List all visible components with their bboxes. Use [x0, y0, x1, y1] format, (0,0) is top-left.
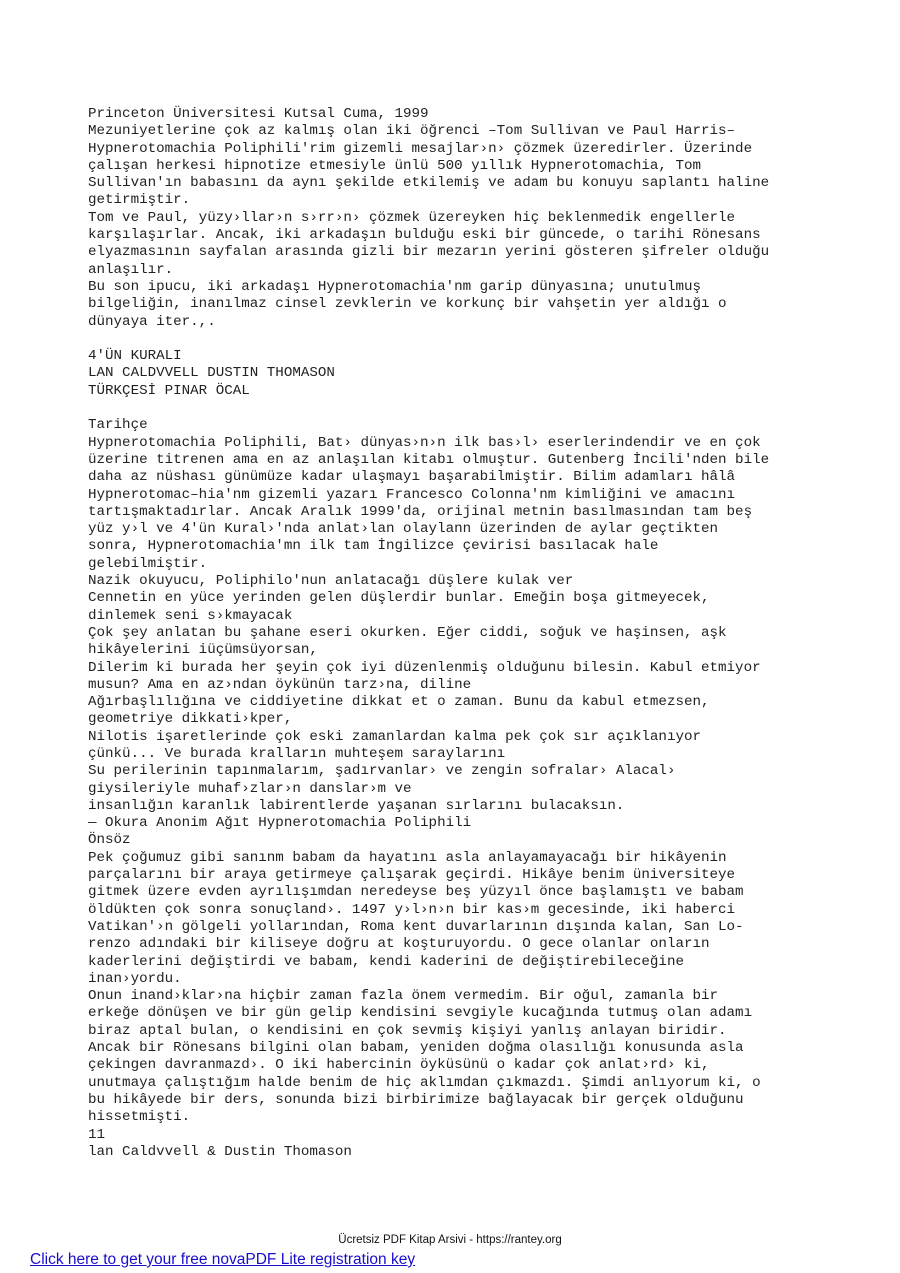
text-line: sonra, Hypnerotomachia'mn ilk tam İngilizce çevirisi basılacak hale: [88, 538, 659, 555]
text-line: 11: [88, 1126, 106, 1143]
text-line: Ancak bir Rönesans bilgini olan babam, yeniden doğma olasılığı konusunda asla: [88, 1040, 744, 1057]
text-line: Tarihçe: [88, 417, 148, 434]
text-line: çekingen davranmazd›. O iki habercinin öyküsünü o kadar çok anlat›rd› ki,: [88, 1057, 710, 1074]
blank-line: [88, 400, 828, 417]
text-line: Tom ve Paul, yüzy›llar›n s›rr›n› çözmek üzereyken hiç beklenmedik engellerle: [88, 209, 736, 226]
text-line: Hypnerotomachia Poliphili, Bat› dünyas›n›n ilk bas›l› eserlerindendir ve en çok: [88, 434, 761, 451]
text-line: getirmiştir.: [88, 192, 191, 209]
text-line: 4'ÜN KURALI: [88, 348, 182, 365]
text-line: öldükten çok sonra sonuçland›. 1497 y›l›n›n bir kas›m gecesinde, iki haberci: [88, 901, 736, 918]
text-line: LAN CALDVVELL DUSTIN THOMASON: [88, 365, 335, 382]
text-line: Nazik okuyucu, Poliphilo'nun anlatacağı düşlere kulak ver: [88, 573, 574, 590]
text-line: hissetmişti.: [88, 1109, 191, 1126]
text-line: inan›yordu.: [88, 970, 182, 987]
text-line: tartışmaktadırlar. Ancak Aralık 1999'da, orijinal metnin basılmasından tam beş: [88, 503, 753, 520]
text-line: lan Caldvvell & Dustin Thomason: [88, 1143, 352, 1160]
blank-line: [88, 331, 828, 348]
text-line: hikâyelerini iüçümsüyorsan,: [88, 642, 318, 659]
text-line: Önsöz: [88, 832, 131, 849]
text-line: unutmaya çalıştığım halde benim de hiç aklımdan çıkmazdı. Şimdi anlıyorum ki, o: [88, 1074, 761, 1091]
text-line: Hypnerotomachia Poliphili'rim gizemli mesajlar›n› çözmek üzeredirler. Üzerinde: [88, 140, 753, 157]
text-line: Ağırbaşlılığına ve ciddiyetine dikkat et o zaman. Bunu da kabul etmezsen,: [88, 694, 710, 711]
text-line: bilgeliğin, inanılmaz cinsel zevklerin ve korkunç bir vahşetin yer aldığı o: [88, 296, 727, 313]
text-line: daha az nüshası günümüze kadar ulaşmayı başarabilmiştir. Bilim adamları hâlâ: [88, 469, 736, 486]
text-line: kaderlerini değiştirdi ve babam, kendi kaderini de değiştirebileceğine: [88, 953, 684, 970]
text-line: parçalarını bir araya getirmeye çalışarak geçirdi. Hikâye benim üniversiteye: [88, 867, 736, 884]
text-line: bu hikâyede bir ders, sonunda bizi birbirimize bağlayacak bir gerçek olduğunu: [88, 1091, 744, 1108]
text-line: Nilotis işaretlerinde çok eski zamanlardan kalma pek çok sır açıklanıyor: [88, 728, 701, 745]
text-line: TÜRKÇESİ PINAR ÖCAL: [88, 382, 250, 399]
text-line: gitmek üzere evden ayrılışımdan neredeyse beş yüzyıl önce başlamıştı ve babam: [88, 884, 744, 901]
text-line: Princeton Üniversitesi Kutsal Cuma, 1999: [88, 106, 429, 122]
text-line: Bu son ipucu, iki arkadaşı Hypnerotomachia'nm garip dünyasına; unutulmuş: [88, 278, 701, 295]
text-line: Çok şey anlatan bu şahane eseri okurken. Eğer ciddi, soğuk ve haşinsen, aşk: [88, 624, 727, 641]
text-line: — Okura Anonim Ağıt Hypnerotomachia Poliphili: [88, 815, 472, 832]
text-line: Onun inand›klar›na hiçbir zaman fazla önem vermedim. Bir oğul, zamanla bir: [88, 988, 719, 1005]
text-line: yüz y›l ve 4'ün Kural›'nda anlat›lan olaylann üzerinden de aylar geçtikten: [88, 521, 719, 538]
text-line: Cennetin en yüce yerinden gelen düşlerdir bunlar. Emeğin boşa gitmeyecek,: [88, 590, 710, 607]
text-line: çünkü... Ve burada kralların muhteşem saraylarını: [88, 745, 506, 762]
text-line: dinlemek seni s›kmayacak: [88, 607, 293, 624]
text-line: Su perilerinin tapınmalarım, şadırvanlar› ve zengin sofralar› Alacal›: [88, 763, 676, 780]
text-line: karşılaşırlar. Ancak, iki arkadaşın bulduğu eski bir güncede, o tarihi Rönesans: [88, 227, 761, 244]
text-line: biraz aptal bulan, o kendisini en çok sevmiş kişiyi yanlış anlayan biridir.: [88, 1022, 727, 1039]
text-line: erkeğe dönüşen ve bir gün gelip kendisini sevgiyle kucağında tutmuş olan adamı: [88, 1005, 753, 1022]
page-body-text: [88, 106, 828, 1161]
text-line: Pek çoğumuz gibi sanınm babam da hayatını asla anlayamayacağı bir hikâyenin: [88, 849, 727, 866]
text-line: anlaşılır.: [88, 261, 174, 278]
text-line: Mezuniyetlerine çok az kalmış olan iki öğrenci –Tom Sullivan ve Paul Harris–: [88, 123, 736, 140]
text-line: Vatikan'›n gölgeli yollarından, Roma kent duvarlarının dışında kalan, San Lo-: [88, 918, 744, 935]
text-line: elyazmasının sayfalan arasında gizli bir mezarın yerini gösteren şifreler olduğu: [88, 244, 770, 261]
novapdf-registration-link[interactable]: Click here to get your free novaPDF Lite registration key: [30, 1251, 416, 1268]
text-line: gelebilmiştir.: [88, 555, 208, 572]
text-line: geometriye dikkati›kper,: [88, 711, 293, 728]
text-line: Hypnerotomac–hia'nm gizemli yazarı Francesco Colonna'nm kimliğini ve amacını: [88, 486, 736, 503]
text-line: üzerine titrenen ama en az anlaşılan kitabı olmuştur. Gutenberg İncili'nden bile: [88, 451, 770, 468]
text-line: dünyaya iter.,.: [88, 313, 216, 330]
text-line: Sullivan'ın babasını da aynı şekilde etkilemiş ve adam bu konuyu saplantı haline: [88, 175, 770, 192]
text-line: insanlığın karanlık labirentlerde yaşanan sırlarını bulacaksın.: [88, 797, 625, 814]
text-line: musun? Ama en az›ndan öykünün tarz›na, diline: [88, 676, 472, 693]
footer-credit: Ücretsiz PDF Kitap Arsivi - https://rantey.org: [338, 1234, 562, 1246]
text-line: giysileriyle muhaf›zlar›n danslar›m ve: [88, 780, 412, 797]
text-line: çalışan herkesi hipnotize etmesiyle ünlü 500 yıllık Hypnerotomachia, Tom: [88, 157, 701, 174]
text-line: Dilerim ki burada her şeyin çok iyi düzenlenmiş olduğunu bilesin. Kabul etmiyor: [88, 659, 761, 676]
text-line: renzo adındaki bir kiliseye doğru at koşturuyordu. O gece olanlar onların: [88, 936, 710, 953]
